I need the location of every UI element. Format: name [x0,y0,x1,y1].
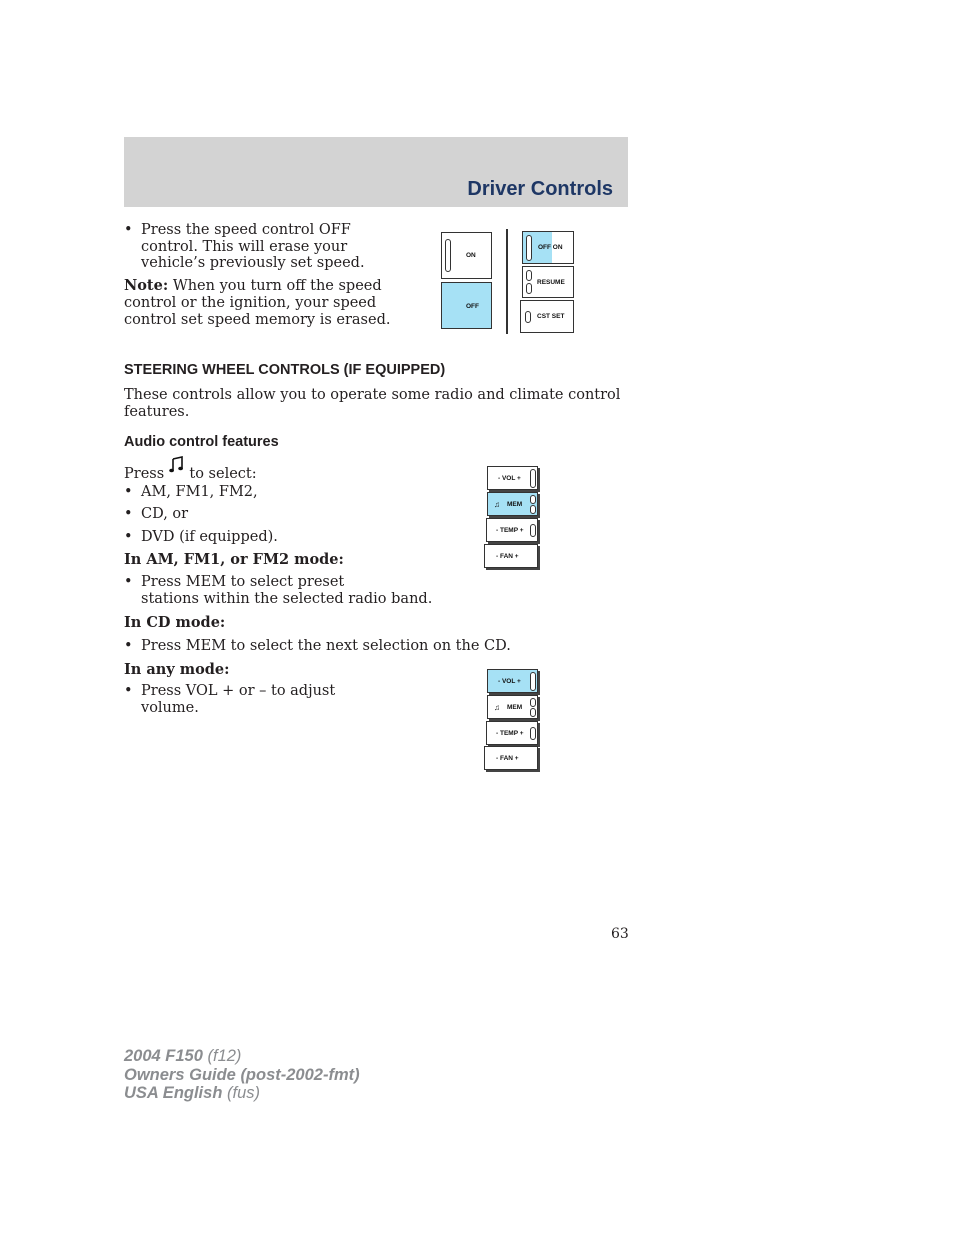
any-mode-label: In any mode: [124,661,230,678]
temp-button: - TEMP + [486,518,538,542]
footer: 2004 F150 (f12) Owners Guide (post-2002-fmt) USA English (fus) [124,1047,360,1102]
divider [506,229,508,334]
temp-button: - TEMP + [486,721,538,745]
page-number: 63 [611,926,629,942]
off-on-switch: OFF ON [522,231,574,264]
off-button: OFF [441,282,492,329]
vol-button: - VOL + [487,669,538,693]
cst-set-button: CST SET [520,300,574,333]
fan-button: - FAN + [484,746,538,770]
speed-note: Note: When you turn off the speed control or the ignition, your speed control set speed memory is erased. [124,277,391,328]
mem-button: ♫ MEM [487,492,538,516]
am-mode-label: In AM, FM1, or FM2 mode: [124,551,344,568]
cd-mode-label: In CD mode: [124,614,226,631]
steering-heading: STEERING WHEEL CONTROLS (IF EQUIPPED) [124,362,446,378]
note-label: Note: [124,277,169,294]
fan-button: - FAN + [484,544,538,568]
on-button: ON [441,232,492,279]
page-title: Driver Controls [467,178,613,200]
steering-intro: These controls allow you to operate some radio and climate control features. [124,387,621,420]
music-note-icon: ♫ [494,703,500,712]
music-note-icon: ♫ [494,500,500,509]
music-note-icon [169,456,185,474]
vol-button: - VOL + [487,466,538,490]
mem-button: ♫ MEM [487,695,538,719]
audio-heading: Audio control features [124,434,279,450]
header-band [124,137,628,207]
press-line: Press to select: [124,460,257,483]
resume-button: RESUME [522,266,574,298]
